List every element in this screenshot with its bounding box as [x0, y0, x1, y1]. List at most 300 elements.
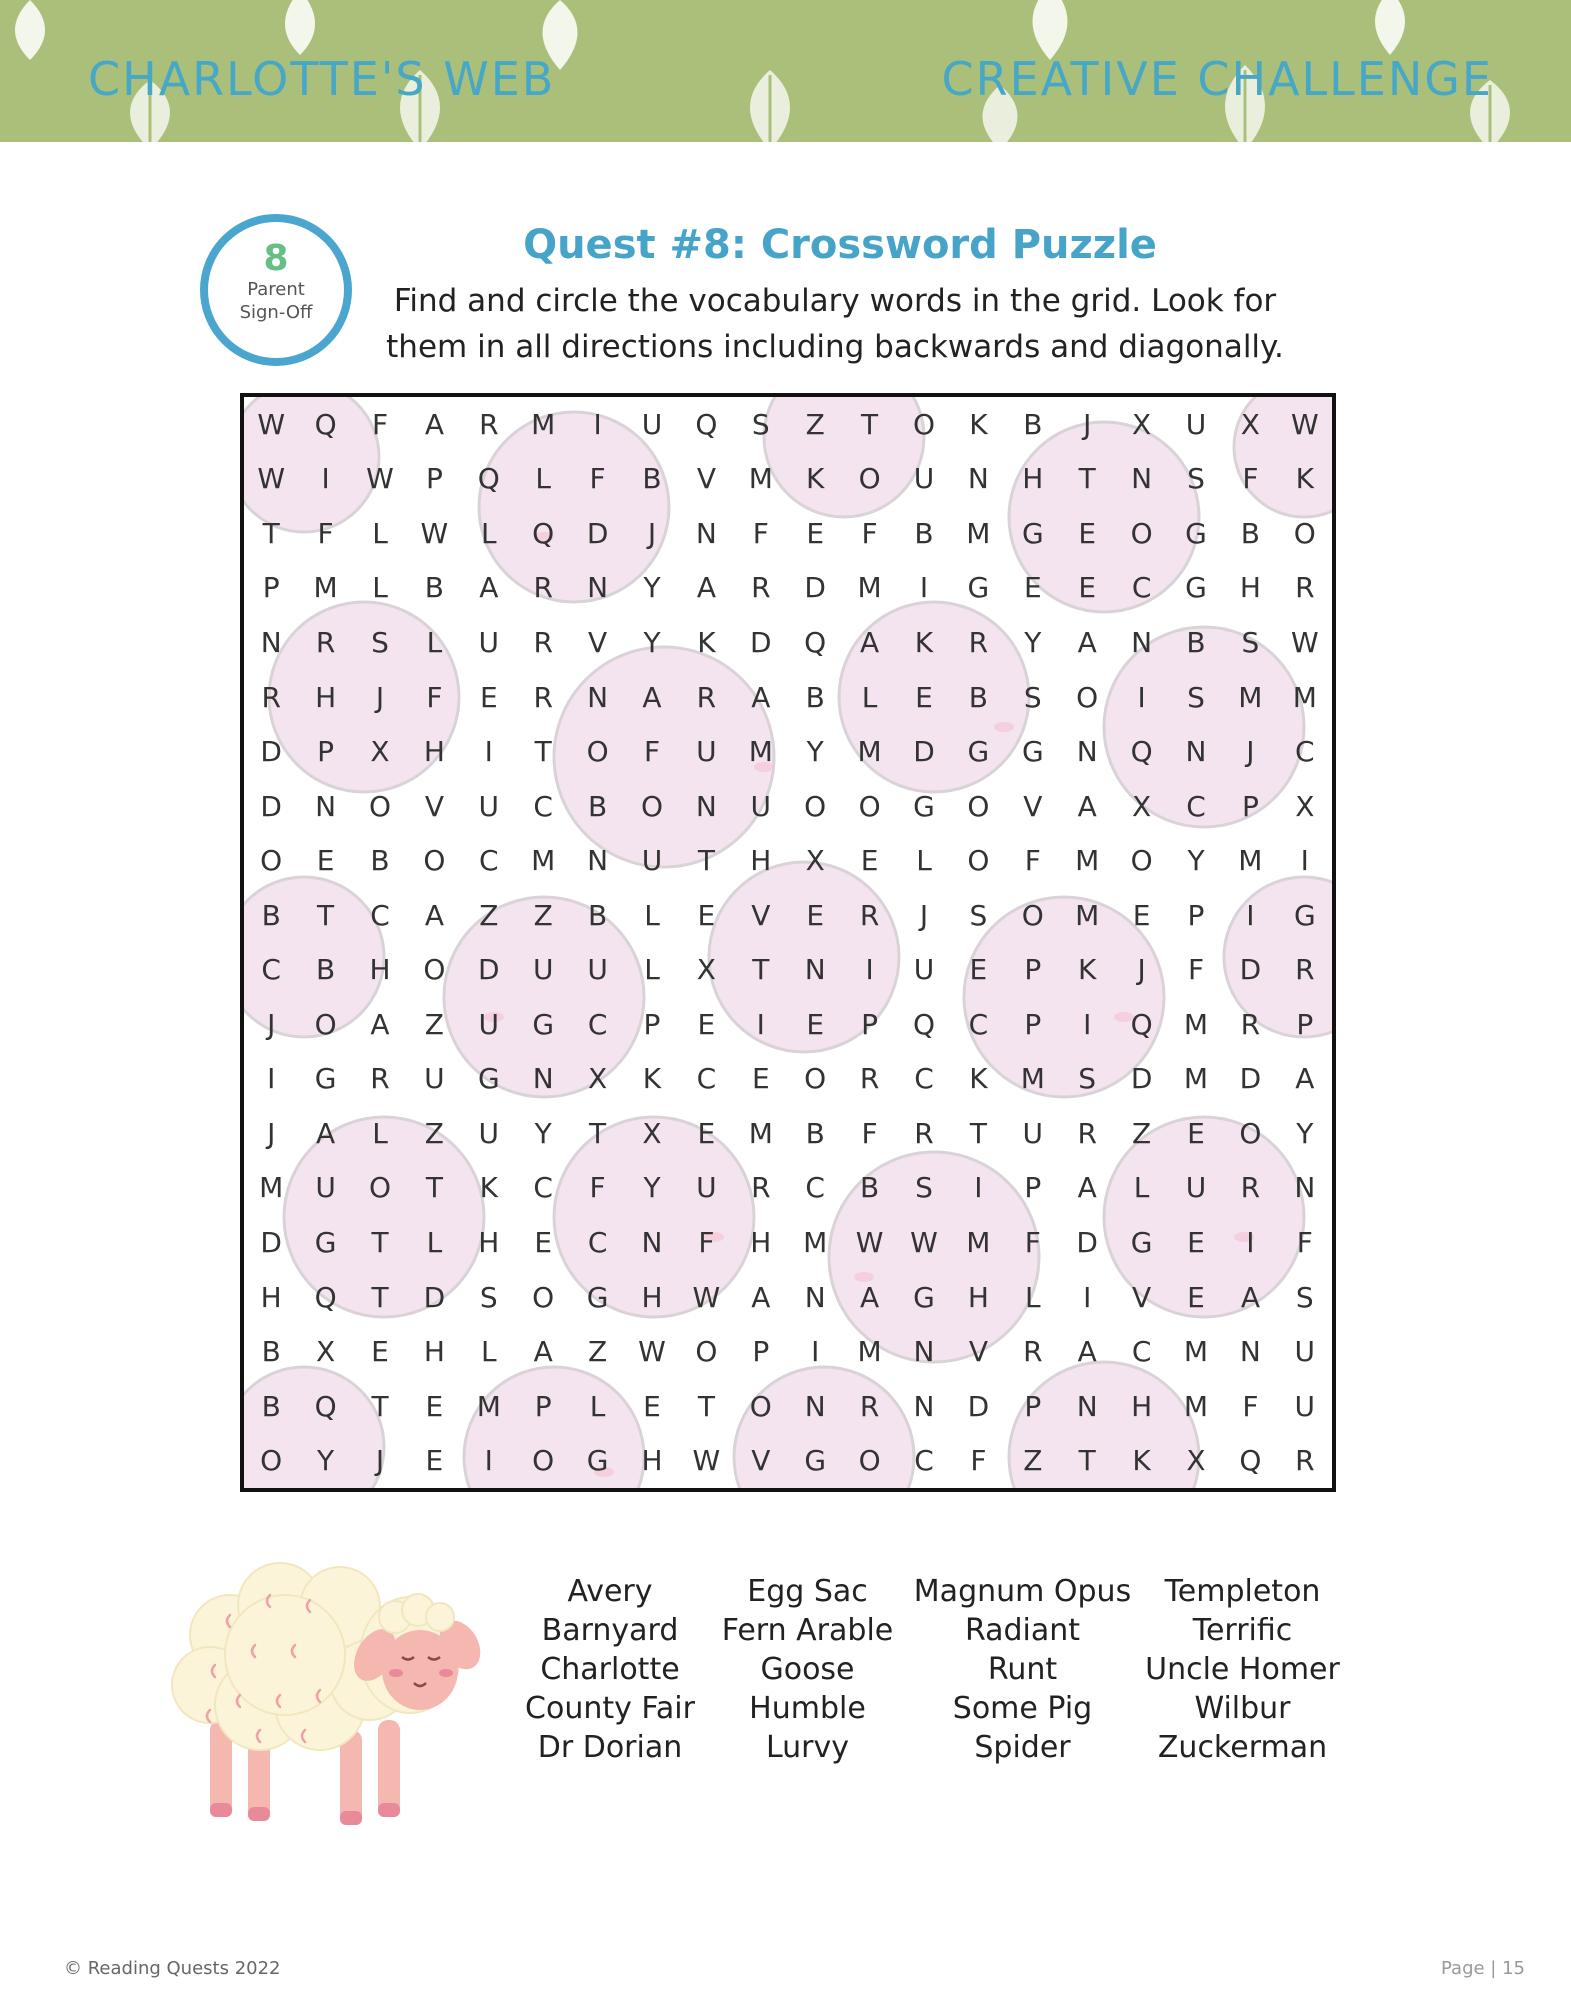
grid-letter[interactable]: H — [641, 1444, 663, 1478]
grid-letter[interactable]: D — [586, 516, 609, 550]
grid-letter[interactable]: B — [1186, 625, 1206, 659]
grid-letter[interactable]: B — [805, 680, 825, 714]
grid-letter[interactable]: Y — [1296, 1116, 1314, 1150]
grid-letter[interactable]: A — [751, 680, 771, 714]
grid-letter[interactable]: B — [587, 898, 608, 932]
grid-letter[interactable]: X — [316, 1335, 336, 1369]
grid-letter[interactable]: X — [370, 735, 390, 769]
grid-letter[interactable]: S — [371, 625, 389, 659]
grid-letter[interactable]: D — [478, 953, 500, 987]
grid-letter[interactable]: A — [1295, 1062, 1315, 1096]
grid-letter[interactable]: K — [1078, 953, 1097, 987]
grid-letter[interactable]: O — [1293, 516, 1316, 550]
grid-letter[interactable]: Q — [314, 1280, 337, 1314]
grid-letter[interactable]: O — [858, 462, 881, 496]
grid-letter[interactable]: N — [804, 1280, 826, 1314]
grid-letter[interactable]: Q — [477, 462, 500, 496]
grid-letter[interactable]: Z — [1023, 1444, 1043, 1478]
grid-letter[interactable]: O — [368, 789, 392, 823]
grid-letter[interactable]: U — [641, 844, 663, 878]
grid-letter[interactable]: M — [1238, 680, 1263, 714]
grid-letter[interactable]: S — [1078, 1062, 1097, 1096]
grid-letter[interactable]: A — [1240, 1280, 1260, 1314]
grid-letter[interactable]: X — [588, 1062, 608, 1096]
grid-letter[interactable]: R — [533, 625, 553, 659]
grid-letter[interactable]: F — [589, 462, 606, 496]
grid-letter[interactable]: N — [1076, 1389, 1098, 1423]
grid-letter[interactable]: F — [1024, 1226, 1041, 1260]
grid-letter[interactable]: O — [314, 1007, 337, 1041]
grid-letter[interactable]: W — [1290, 407, 1319, 441]
grid-letter[interactable]: V — [751, 898, 771, 932]
grid-letter[interactable]: A — [1077, 1335, 1097, 1369]
grid-letter[interactable]: L — [589, 1389, 606, 1423]
grid-letter[interactable]: M — [1183, 1335, 1209, 1369]
grid-letter[interactable]: M — [966, 516, 991, 550]
grid-letter[interactable]: G — [314, 1062, 337, 1096]
grid-letter[interactable]: R — [533, 571, 553, 605]
grid-letter[interactable]: F — [426, 680, 443, 714]
grid-letter[interactable]: A — [1077, 625, 1097, 659]
grid-letter[interactable]: B — [370, 844, 390, 878]
grid-letter[interactable]: G — [314, 1226, 337, 1260]
grid-letter[interactable]: R — [1240, 1171, 1261, 1205]
grid-letter[interactable]: X — [805, 844, 825, 878]
grid-letter[interactable]: I — [267, 1062, 276, 1096]
grid-letter[interactable]: Y — [1024, 625, 1042, 659]
grid-letter[interactable]: M — [966, 1226, 991, 1260]
grid-letter[interactable]: A — [316, 1116, 336, 1150]
grid-letter[interactable]: V — [424, 789, 444, 823]
grid-letter[interactable]: H — [750, 1226, 772, 1260]
grid-letter[interactable]: E — [697, 1007, 716, 1041]
grid-letter[interactable]: M — [748, 1116, 773, 1150]
grid-letter[interactable]: Z — [805, 407, 825, 441]
grid-letter[interactable]: T — [317, 898, 335, 932]
grid-letter[interactable]: E — [643, 1389, 661, 1423]
grid-letter[interactable]: R — [696, 680, 717, 714]
grid-letter[interactable]: I — [865, 953, 874, 987]
grid-letter[interactable]: E — [751, 1062, 770, 1096]
grid-letter[interactable]: Q — [314, 1389, 337, 1423]
grid-letter[interactable]: R — [1295, 1444, 1315, 1478]
grid-letter[interactable]: M — [1292, 680, 1317, 714]
grid-letter[interactable]: Z — [424, 1007, 444, 1041]
grid-letter[interactable]: R — [315, 625, 336, 659]
grid-letter[interactable]: O — [1076, 680, 1099, 714]
grid-letter[interactable]: G — [913, 789, 935, 823]
grid-letter[interactable]: S — [1187, 462, 1205, 496]
grid-letter[interactable]: O — [640, 789, 664, 823]
grid-letter[interactable]: K — [479, 1171, 498, 1205]
grid-letter[interactable]: E — [860, 844, 879, 878]
grid-letter[interactable]: N — [587, 680, 609, 714]
grid-letter[interactable]: C — [914, 1444, 934, 1478]
grid-letter[interactable]: U — [478, 625, 500, 659]
grid-letter[interactable]: A — [479, 571, 499, 605]
grid-letter[interactable]: C — [1131, 571, 1152, 605]
grid-letter[interactable]: M — [1238, 844, 1263, 878]
grid-letter[interactable]: K — [969, 1062, 988, 1096]
grid-letter[interactable]: P — [1024, 953, 1042, 987]
grid-letter[interactable]: E — [806, 1007, 825, 1041]
grid-letter[interactable]: B — [1023, 407, 1043, 441]
grid-letter[interactable]: U — [478, 1116, 500, 1150]
grid-letter[interactable]: I — [1246, 1226, 1255, 1260]
grid-letter[interactable]: V — [751, 1444, 771, 1478]
grid-letter[interactable]: X — [1240, 407, 1260, 441]
grid-letter[interactable]: I — [593, 407, 602, 441]
grid-letter[interactable]: S — [969, 898, 988, 932]
grid-letter[interactable]: B — [859, 1171, 880, 1205]
grid-letter[interactable]: F — [1187, 953, 1205, 987]
grid-letter[interactable]: K — [697, 625, 716, 659]
grid-letter[interactable]: B — [805, 1116, 825, 1150]
grid-letter[interactable]: P — [752, 1335, 770, 1369]
grid-letter[interactable]: Z — [1132, 1116, 1152, 1150]
grid-letter[interactable]: L — [1133, 1171, 1150, 1205]
grid-letter[interactable]: E — [969, 953, 988, 987]
grid-letter[interactable]: P — [425, 462, 443, 496]
grid-letter[interactable]: E — [425, 1444, 444, 1478]
grid-letter[interactable]: B — [261, 898, 281, 932]
grid-letter[interactable]: E — [479, 680, 498, 714]
grid-letter[interactable]: R — [1295, 571, 1315, 605]
grid-letter[interactable]: L — [861, 680, 878, 714]
grid-letter[interactable]: H — [1022, 462, 1044, 496]
grid-letter[interactable]: D — [260, 789, 282, 823]
grid-letter[interactable]: D — [260, 1226, 282, 1260]
grid-letter[interactable]: L — [372, 516, 388, 550]
grid-letter[interactable]: F — [861, 516, 878, 550]
grid-letter[interactable]: L — [1024, 1280, 1041, 1314]
grid-letter[interactable]: C — [587, 1007, 608, 1041]
grid-letter[interactable]: C — [370, 898, 390, 932]
grid-letter[interactable]: M — [748, 462, 773, 496]
grid-letter[interactable]: Q — [912, 1007, 936, 1041]
grid-letter[interactable]: S — [1241, 625, 1260, 659]
grid-letter[interactable]: E — [425, 1389, 444, 1423]
grid-letter[interactable]: U — [750, 789, 772, 823]
grid-letter[interactable]: P — [1241, 789, 1259, 823]
grid-letter[interactable]: T — [697, 844, 715, 878]
grid-letter[interactable]: O — [532, 1444, 555, 1478]
grid-letter[interactable]: O — [695, 1335, 718, 1369]
grid-letter[interactable]: E — [806, 516, 825, 550]
grid-letter[interactable]: X — [1295, 789, 1315, 823]
grid-letter[interactable]: T — [1078, 462, 1096, 496]
grid-letter[interactable]: C — [968, 1007, 989, 1041]
grid-letter[interactable]: I — [321, 462, 330, 496]
grid-letter[interactable]: I — [1083, 1280, 1092, 1314]
parent-signoff-badge[interactable] — [200, 214, 352, 366]
grid-letter[interactable]: V — [1132, 1280, 1152, 1314]
grid-letter[interactable]: Y — [643, 1171, 661, 1205]
grid-letter[interactable]: R — [859, 1062, 880, 1096]
grid-letter[interactable]: O — [1130, 516, 1153, 550]
grid-letter[interactable]: P — [861, 1007, 879, 1041]
grid-letter[interactable]: C — [261, 953, 281, 987]
grid-letter[interactable]: P — [1024, 1389, 1042, 1423]
grid-letter[interactable]: G — [532, 1007, 555, 1041]
grid-letter[interactable]: E — [534, 1226, 553, 1260]
grid-letter[interactable]: V — [588, 625, 608, 659]
grid-letter[interactable]: K — [1295, 462, 1314, 496]
grid-letter[interactable]: H — [369, 953, 391, 987]
grid-letter[interactable]: L — [916, 844, 932, 878]
grid-letter[interactable]: M — [313, 571, 338, 605]
grid-letter[interactable]: M — [857, 1335, 882, 1369]
grid-letter[interactable]: K — [642, 1062, 662, 1096]
grid-letter[interactable]: C — [914, 1062, 934, 1096]
grid-letter[interactable]: N — [695, 516, 717, 550]
grid-letter[interactable]: J — [267, 1116, 276, 1150]
grid-letter[interactable]: N — [804, 1389, 826, 1423]
grid-letter[interactable]: E — [1023, 571, 1042, 605]
grid-letter[interactable]: N — [1076, 735, 1098, 769]
grid-letter[interactable]: J — [919, 898, 929, 932]
grid-letter[interactable]: O — [804, 1062, 827, 1096]
grid-letter[interactable]: M — [259, 1171, 284, 1205]
grid-letter[interactable]: U — [424, 1062, 445, 1096]
grid-letter[interactable]: O — [423, 953, 446, 987]
grid-letter[interactable]: N — [695, 789, 717, 823]
grid-letter[interactable]: X — [1132, 407, 1152, 441]
grid-letter[interactable]: M — [476, 1389, 501, 1423]
grid-letter[interactable]: N — [641, 1226, 663, 1260]
grid-letter[interactable]: S — [479, 1280, 498, 1314]
grid-letter[interactable]: N — [913, 1389, 935, 1423]
grid-letter[interactable]: I — [1246, 898, 1255, 932]
grid-letter[interactable]: L — [372, 1116, 388, 1150]
grid-letter[interactable]: M — [1183, 1062, 1209, 1096]
grid-letter[interactable]: I — [484, 1444, 493, 1478]
grid-letter[interactable]: R — [914, 1116, 934, 1150]
grid-letter[interactable]: N — [1185, 735, 1207, 769]
grid-letter[interactable]: W — [420, 516, 449, 550]
grid-letter[interactable]: T — [861, 407, 879, 441]
grid-letter[interactable]: A — [424, 407, 444, 441]
grid-letter[interactable]: Z — [479, 898, 499, 932]
grid-letter[interactable]: Z — [424, 1116, 444, 1150]
grid-letter[interactable]: P — [1296, 1007, 1314, 1041]
grid-letter[interactable]: C — [587, 1226, 608, 1260]
grid-letter[interactable]: W — [692, 1280, 721, 1314]
grid-letter[interactable]: G — [1185, 516, 1207, 550]
grid-letter[interactable]: F — [643, 735, 661, 769]
grid-letter[interactable]: N — [260, 625, 282, 659]
grid-letter[interactable]: W — [692, 1444, 721, 1478]
grid-letter[interactable]: H — [1131, 1389, 1153, 1423]
grid-letter[interactable]: H — [423, 1335, 445, 1369]
grid-letter[interactable]: G — [586, 1444, 609, 1478]
grid-letter[interactable]: R — [370, 1062, 390, 1096]
grid-letter[interactable]: A — [1077, 789, 1097, 823]
grid-letter[interactable]: J — [375, 680, 385, 714]
grid-letter[interactable]: G — [1021, 735, 1044, 769]
grid-letter[interactable]: M — [1075, 844, 1100, 878]
grid-letter[interactable]: U — [913, 462, 935, 496]
grid-letter[interactable]: R — [533, 680, 553, 714]
grid-letter[interactable]: U — [1185, 1171, 1207, 1205]
grid-letter[interactable]: R — [1023, 1335, 1043, 1369]
grid-letter[interactable]: C — [1131, 1335, 1152, 1369]
grid-letter[interactable]: D — [967, 1389, 990, 1423]
grid-letter[interactable]: L — [644, 898, 660, 932]
grid-letter[interactable]: O — [586, 735, 609, 769]
grid-letter[interactable]: D — [750, 625, 772, 659]
grid-letter[interactable]: D — [1076, 1226, 1098, 1260]
grid-letter[interactable]: N — [967, 462, 989, 496]
grid-letter[interactable]: K — [1132, 1444, 1151, 1478]
grid-letter[interactable]: L — [426, 1226, 443, 1260]
grid-letter[interactable]: H — [478, 1226, 500, 1260]
grid-letter[interactable]: R — [751, 571, 771, 605]
grid-letter[interactable]: O — [260, 1444, 283, 1478]
grid-letter[interactable]: R — [968, 625, 989, 659]
grid-letter[interactable]: S — [1187, 680, 1205, 714]
grid-letter[interactable]: W — [855, 1226, 884, 1260]
grid-letter[interactable]: D — [423, 1280, 446, 1314]
grid-letter[interactable]: C — [696, 1062, 717, 1096]
grid-letter[interactable]: F — [371, 407, 389, 441]
grid-letter[interactable]: L — [535, 462, 551, 496]
grid-letter[interactable]: T — [697, 1389, 715, 1423]
grid-letter[interactable]: E — [1078, 516, 1097, 550]
grid-letter[interactable]: G — [477, 1062, 500, 1096]
grid-letter[interactable]: D — [913, 735, 935, 769]
grid-letter[interactable]: Z — [533, 898, 553, 932]
grid-letter[interactable]: U — [696, 1171, 717, 1205]
grid-letter[interactable]: P — [262, 571, 280, 605]
grid-letter[interactable]: L — [372, 571, 388, 605]
grid-letter[interactable]: F — [698, 1226, 715, 1260]
grid-letter[interactable]: E — [316, 844, 335, 878]
grid-letter[interactable]: X — [1132, 789, 1152, 823]
grid-letter[interactable]: J — [375, 1444, 385, 1478]
grid-letter[interactable]: B — [914, 516, 934, 550]
grid-letter[interactable]: O — [967, 789, 990, 823]
grid-letter[interactable]: H — [423, 735, 445, 769]
grid-letter[interactable]: E — [697, 898, 716, 932]
grid-letter[interactable]: K — [969, 407, 988, 441]
grid-letter[interactable]: G — [1130, 1226, 1153, 1260]
grid-letter[interactable]: R — [859, 898, 880, 932]
grid-letter[interactable]: C — [533, 789, 553, 823]
grid-letter[interactable]: U — [1294, 1389, 1316, 1423]
grid-letter[interactable]: S — [915, 1171, 933, 1205]
grid-letter[interactable]: Q — [1239, 1444, 1262, 1478]
grid-letter[interactable]: F — [970, 1444, 987, 1478]
grid-letter[interactable]: B — [424, 571, 444, 605]
grid-letter[interactable]: X — [696, 953, 716, 987]
grid-letter[interactable]: G — [804, 1444, 827, 1478]
grid-letter[interactable]: P — [317, 735, 335, 769]
grid-letter[interactable]: L — [480, 1335, 497, 1369]
grid-letter[interactable]: M — [803, 1226, 828, 1260]
grid-letter[interactable]: R — [1240, 1007, 1261, 1041]
grid-letter[interactable]: D — [1239, 953, 1262, 987]
grid-letter[interactable]: M — [1020, 1062, 1045, 1096]
grid-letter[interactable]: U — [696, 735, 717, 769]
grid-letter[interactable]: V — [696, 462, 716, 496]
grid-letter[interactable]: Y — [534, 1116, 552, 1150]
grid-letter[interactable]: M — [531, 844, 556, 878]
grid-letter[interactable]: O — [260, 844, 283, 878]
grid-letter[interactable]: N — [1131, 462, 1153, 496]
grid-letter[interactable]: Y — [643, 571, 661, 605]
grid-letter[interactable]: O — [1021, 898, 1044, 932]
grid-letter[interactable]: Y — [1187, 844, 1205, 878]
grid-letter[interactable]: A — [424, 898, 444, 932]
grid-letter[interactable]: D — [1130, 1062, 1153, 1096]
grid-letter[interactable]: B — [587, 789, 608, 823]
grid-letter[interactable]: I — [1083, 1007, 1092, 1041]
grid-letter[interactable]: Y — [317, 1444, 335, 1478]
grid-letter[interactable]: X — [642, 1116, 662, 1150]
grid-letter[interactable]: U — [641, 407, 663, 441]
grid-letter[interactable]: N — [315, 789, 337, 823]
grid-letter[interactable]: G — [1293, 898, 1316, 932]
grid-letter[interactable]: I — [756, 1007, 765, 1041]
grid-letter[interactable]: V — [968, 1335, 988, 1369]
grid-letter[interactable]: F — [1024, 844, 1041, 878]
grid-letter[interactable]: L — [426, 625, 443, 659]
grid-letter[interactable]: U — [1022, 1116, 1044, 1150]
grid-letter[interactable]: B — [642, 462, 662, 496]
grid-letter[interactable]: G — [1021, 516, 1044, 550]
grid-letter[interactable]: S — [1023, 680, 1042, 714]
grid-letter[interactable]: M — [748, 735, 773, 769]
grid-letter[interactable]: I — [974, 1171, 983, 1205]
grid-letter[interactable]: I — [1137, 680, 1146, 714]
grid-letter[interactable]: N — [587, 844, 609, 878]
grid-letter[interactable]: A — [642, 680, 662, 714]
grid-letter[interactable]: T — [425, 1171, 443, 1205]
grid-letter[interactable]: F — [589, 1171, 606, 1205]
grid-letter[interactable]: O — [749, 1389, 772, 1423]
grid-letter[interactable]: A — [751, 1280, 771, 1314]
grid-letter[interactable]: Z — [588, 1335, 608, 1369]
grid-letter[interactable]: K — [914, 625, 934, 659]
grid-letter[interactable]: B — [261, 1389, 281, 1423]
grid-letter[interactable]: F — [752, 516, 769, 550]
grid-letter[interactable]: L — [480, 516, 497, 550]
grid-letter[interactable]: D — [1239, 1062, 1262, 1096]
grid-letter[interactable]: F — [317, 516, 334, 550]
grid-letter[interactable]: E — [1187, 1280, 1205, 1314]
grid-letter[interactable]: A — [533, 1335, 553, 1369]
grid-letter[interactable]: E — [915, 680, 933, 714]
grid-letter[interactable]: O — [858, 789, 881, 823]
grid-letter[interactable]: F — [1242, 1389, 1259, 1423]
grid-letter[interactable]: A — [1077, 1171, 1097, 1205]
grid-letter[interactable]: R — [859, 1389, 880, 1423]
grid-letter[interactable]: W — [257, 462, 286, 496]
grid-letter[interactable]: O — [368, 1171, 392, 1205]
grid-letter[interactable]: N — [804, 953, 826, 987]
grid-letter[interactable]: Q — [695, 407, 718, 441]
grid-letter[interactable]: M — [857, 571, 882, 605]
grid-letter[interactable]: U — [532, 953, 554, 987]
grid-letter[interactable]: C — [1295, 735, 1315, 769]
grid-letter[interactable]: B — [1240, 516, 1260, 550]
grid-letter[interactable]: Q — [804, 625, 827, 659]
grid-letter[interactable]: N — [532, 1062, 554, 1096]
grid-letter[interactable]: S — [751, 407, 770, 441]
grid-letter[interactable]: O — [532, 1280, 555, 1314]
grid-letter[interactable]: T — [1078, 1444, 1096, 1478]
